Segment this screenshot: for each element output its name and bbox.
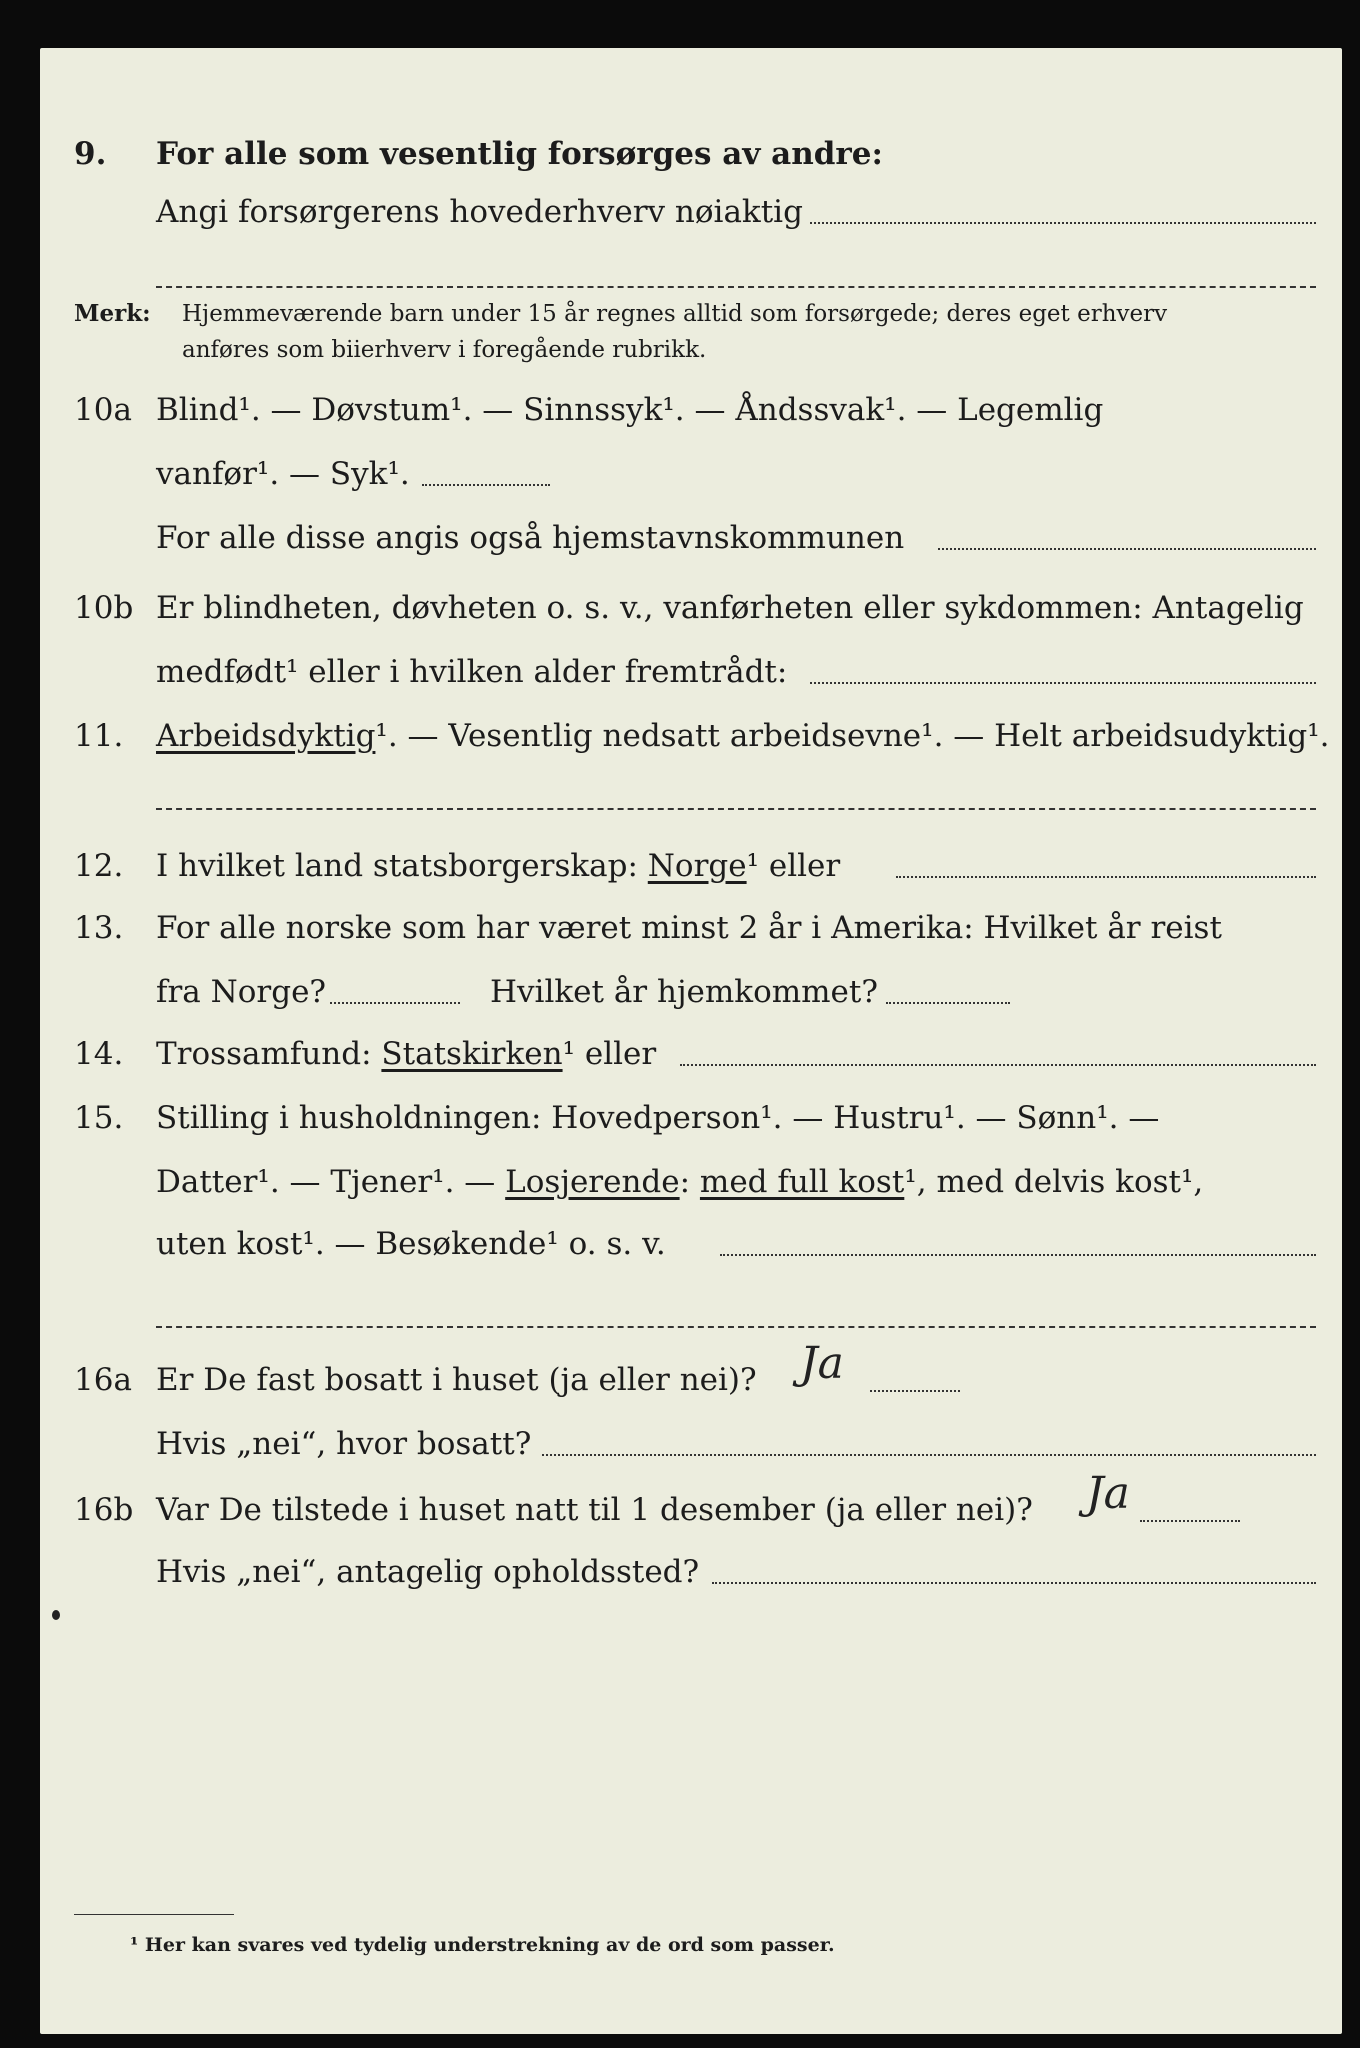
q9-prompt: Angi forsørgerens hovederhverv nøiaktig — [156, 194, 803, 230]
q15-line-1: Stilling i husholdningen: Hovedperson¹. — Hustru¹. — Sønn¹. — — [156, 1100, 1160, 1136]
q16b-line-2: Hvis „nei“, antagelig opholdssted? — [156, 1554, 700, 1590]
q16a-answer-line — [870, 1390, 960, 1392]
q10a-number: 10a — [74, 392, 132, 428]
q10a-line-3: For alle disse angis også hjemstavnskommunen — [156, 520, 905, 556]
q13-hjemkommet-line — [886, 1002, 1010, 1004]
q12-prompt: I hvilket land statsborgerskap: — [156, 848, 648, 884]
q10a-kommune-line — [938, 548, 1316, 550]
q11-line — [156, 716, 1330, 756]
q15-line-2 — [156, 1162, 1203, 1202]
q15-number: 15. — [74, 1100, 124, 1136]
q15-colon: : — [679, 1164, 700, 1200]
q16a-line-1: Er De fast bosatt i huset (ja eller nei)? — [156, 1362, 757, 1398]
q16a-line-2: Hvis „nei“, hvor bosatt? — [156, 1426, 532, 1462]
q11-rest: ¹. — Vesentlig nedsatt arbeidsevne¹. — Helt arbeidsudyktig¹. — [375, 718, 1330, 754]
q12-number: 12. — [74, 848, 124, 884]
census-form-page — [40, 48, 1342, 2034]
q15-option-losjerende: Losjerende — [505, 1164, 680, 1200]
q13-number: 13. — [74, 910, 124, 946]
q10a-line-1: Blind¹. — Døvstum¹. — Sinnssyk¹. — Åndssvak¹. — Legemlig — [156, 392, 1104, 428]
q9-rule — [156, 286, 1316, 288]
q12-line — [156, 846, 840, 886]
q16a-bosatt-line — [542, 1454, 1316, 1456]
q9-answer-line — [810, 222, 1316, 224]
q12-suffix: ¹ eller — [746, 848, 841, 884]
q16a-handwritten-answer: Ja — [800, 1338, 844, 1389]
footnote-rule — [74, 1914, 234, 1915]
q10a-line-2: vanfør¹. — Syk¹. — [156, 456, 410, 492]
q15-rule — [156, 1326, 1316, 1328]
q14-suffix: ¹ eller — [562, 1036, 657, 1072]
q16b-opholdssted-line — [712, 1582, 1316, 1584]
q11-number: 11. — [74, 718, 124, 754]
q12-answer-line — [896, 876, 1316, 878]
q15-option-full-kost: med full kost — [699, 1164, 905, 1200]
q13-reist: fra Norge? — [156, 974, 327, 1010]
q14-number: 14. — [74, 1036, 124, 1072]
q16b-line-1: Var De tilstede i huset natt til 1 desember (ja eller nei)? — [156, 1492, 1033, 1528]
q15-delvis-kost: ¹, med delvis kost¹, — [904, 1164, 1204, 1200]
q16b-number: 16b — [74, 1492, 134, 1528]
q15-line-3: uten kost¹. — Besøkende¹ o. s. v. — [156, 1226, 666, 1262]
q11-option-arbeidsdyktig: Arbeidsdyktig — [156, 718, 376, 754]
q15-answer-line — [720, 1254, 1316, 1256]
q16b-handwritten-answer: Ja — [1086, 1468, 1130, 1519]
q13-line-1: For alle norske som har været minst 2 år i Amerika: Hvilket år reist — [156, 910, 1222, 946]
q14-line — [156, 1034, 656, 1074]
merk-line-2: anføres som biierhverv i foregående rubrikk. — [182, 337, 707, 363]
q14-option-statskirken: Statskirken — [381, 1036, 563, 1072]
q10b-line-1: Er blindheten, døvheten o. s. v., vanførheten eller sykdommen: Antagelig — [156, 590, 1304, 626]
q13-hjemkommet: Hvilket år hjemkommet? — [490, 974, 878, 1010]
q14-answer-line — [680, 1064, 1316, 1066]
q14-prompt: Trossamfund: — [156, 1036, 382, 1072]
q10b-answer-line — [810, 682, 1316, 684]
q11-rule — [156, 808, 1316, 810]
q13-reist-line — [330, 1002, 460, 1004]
q15-datter-tjener: Datter¹. — Tjener¹. — — [156, 1164, 506, 1200]
merk-line-1: Hjemmeværende barn under 15 år regnes alltid som forsørgede; deres eget erhverv — [182, 301, 1168, 327]
q9-number: 9. — [74, 136, 107, 172]
q16b-answer-line — [1140, 1520, 1240, 1522]
q10b-line-2: medfødt¹ eller i hvilken alder fremtrådt: — [156, 654, 788, 690]
footnote: ¹ Her kan svares ved tydelig understrekning av de ord som passer. — [130, 1934, 835, 1956]
ink-mark — [52, 1610, 60, 1620]
q9-title: For alle som vesentlig forsørges av andre: — [156, 136, 883, 172]
q10a-syk-line — [422, 484, 550, 486]
q10b-number: 10b — [74, 590, 134, 626]
q16a-number: 16a — [74, 1362, 132, 1398]
q12-option-norge: Norge — [647, 848, 747, 884]
merk-label: Merk: — [74, 300, 151, 327]
